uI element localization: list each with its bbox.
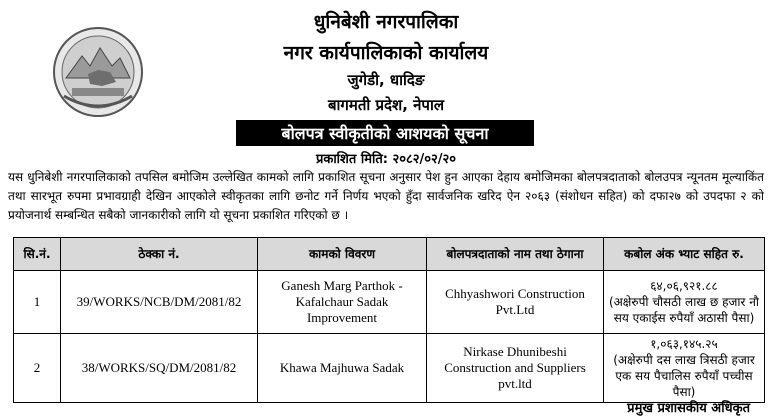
row-bidder: Nirkase Dhunibeshi Construction and Suppliers pvt.ltd — [427, 334, 604, 403]
amount-words: (अक्षेरुपी दस लाख त्रिसठी हजार एक सय पैचालिस रुपैयाँ पच्चीस पैसा) — [613, 353, 755, 399]
row-contract-no: 39/WORKS/NCB/DM/2081/82 — [61, 271, 258, 334]
office-location: जुगेडी, धादिङ — [347, 71, 425, 89]
bid-table — [13, 237, 765, 403]
municipality-name: धुनिबेशी नगरपालिका — [313, 11, 459, 33]
row-sn: 2 — [14, 334, 61, 403]
signatory-title: प्रमुख प्रशासकीय अधिकृत — [627, 401, 750, 416]
table-row — [14, 334, 765, 403]
table-row — [14, 271, 765, 334]
office-name: नगर कार्यपालिकाको कार्यालय — [283, 42, 489, 64]
header-bidder: बोलपत्रदाताको नाम तथा ठेगाना — [427, 238, 604, 271]
header-work: कामको विवरण — [258, 238, 427, 271]
row-bidder: Chhyashwori Construction Pvt.Ltd — [427, 271, 604, 334]
notice-title: बोलपत्र स्वीकृतीको आशयको सूचना — [236, 120, 534, 146]
amount-figure: १,०६३,१४५.२५ — [650, 337, 718, 351]
row-amount — [604, 271, 765, 334]
published-date: प्रकाशित मिति: २०८२/०२/२० — [315, 152, 457, 167]
header-sn: सि.नं. — [14, 238, 61, 271]
row-work: Ganesh Marg Parthok - Kafalchaur Sadak Improvement — [258, 271, 427, 334]
amount-words: (अक्षेरुपी चौसठी लाख छ हजार नौ सय एकाईस रुपैयाँ अठासी पैसा) — [608, 295, 760, 325]
header-amount: कबोल अंक भ्याट सहित रु. — [604, 238, 765, 271]
row-sn: 1 — [14, 271, 61, 334]
row-work: Khawa Majhuwa Sadak — [258, 334, 427, 403]
header-contract-no: ठेक्का नं. — [61, 238, 258, 271]
notice-body: यस धुनिबेशी नगरपालिकाको तपसिल बमोजिम उल्लेखित कामको लागि प्रकाशित सूचना अनुसार पेश हुन आएका देहाय बमोजिमका बोलपत्रदाताको बोलउपत्र न्यूनतम मूल्याकिंत तथा सारभूत रुपमा प्रभावग्राही देखिन आएकोले स्वीकृतका लागि छनोट गर्ने निर्णय भएको हुँदा सार्वजनिक खरिद ऐन २०६३ (संशोधन सहित) को दफा२७ को उपदफा २ को प्रयोजनार्थ सम्बन्धित सबैको जानकारीको लागि यो सूचना प्रकाशित गरिएको छ । — [8, 170, 764, 222]
amount-figure: ६४,०६,९२१.८८ — [650, 279, 718, 293]
table-header-row — [14, 238, 765, 271]
province-country: बागमती प्रदेश, नेपाल — [327, 96, 445, 114]
row-amount — [604, 334, 765, 403]
row-contract-no: 38/WORKS/SQ/DM/2081/82 — [61, 334, 258, 403]
